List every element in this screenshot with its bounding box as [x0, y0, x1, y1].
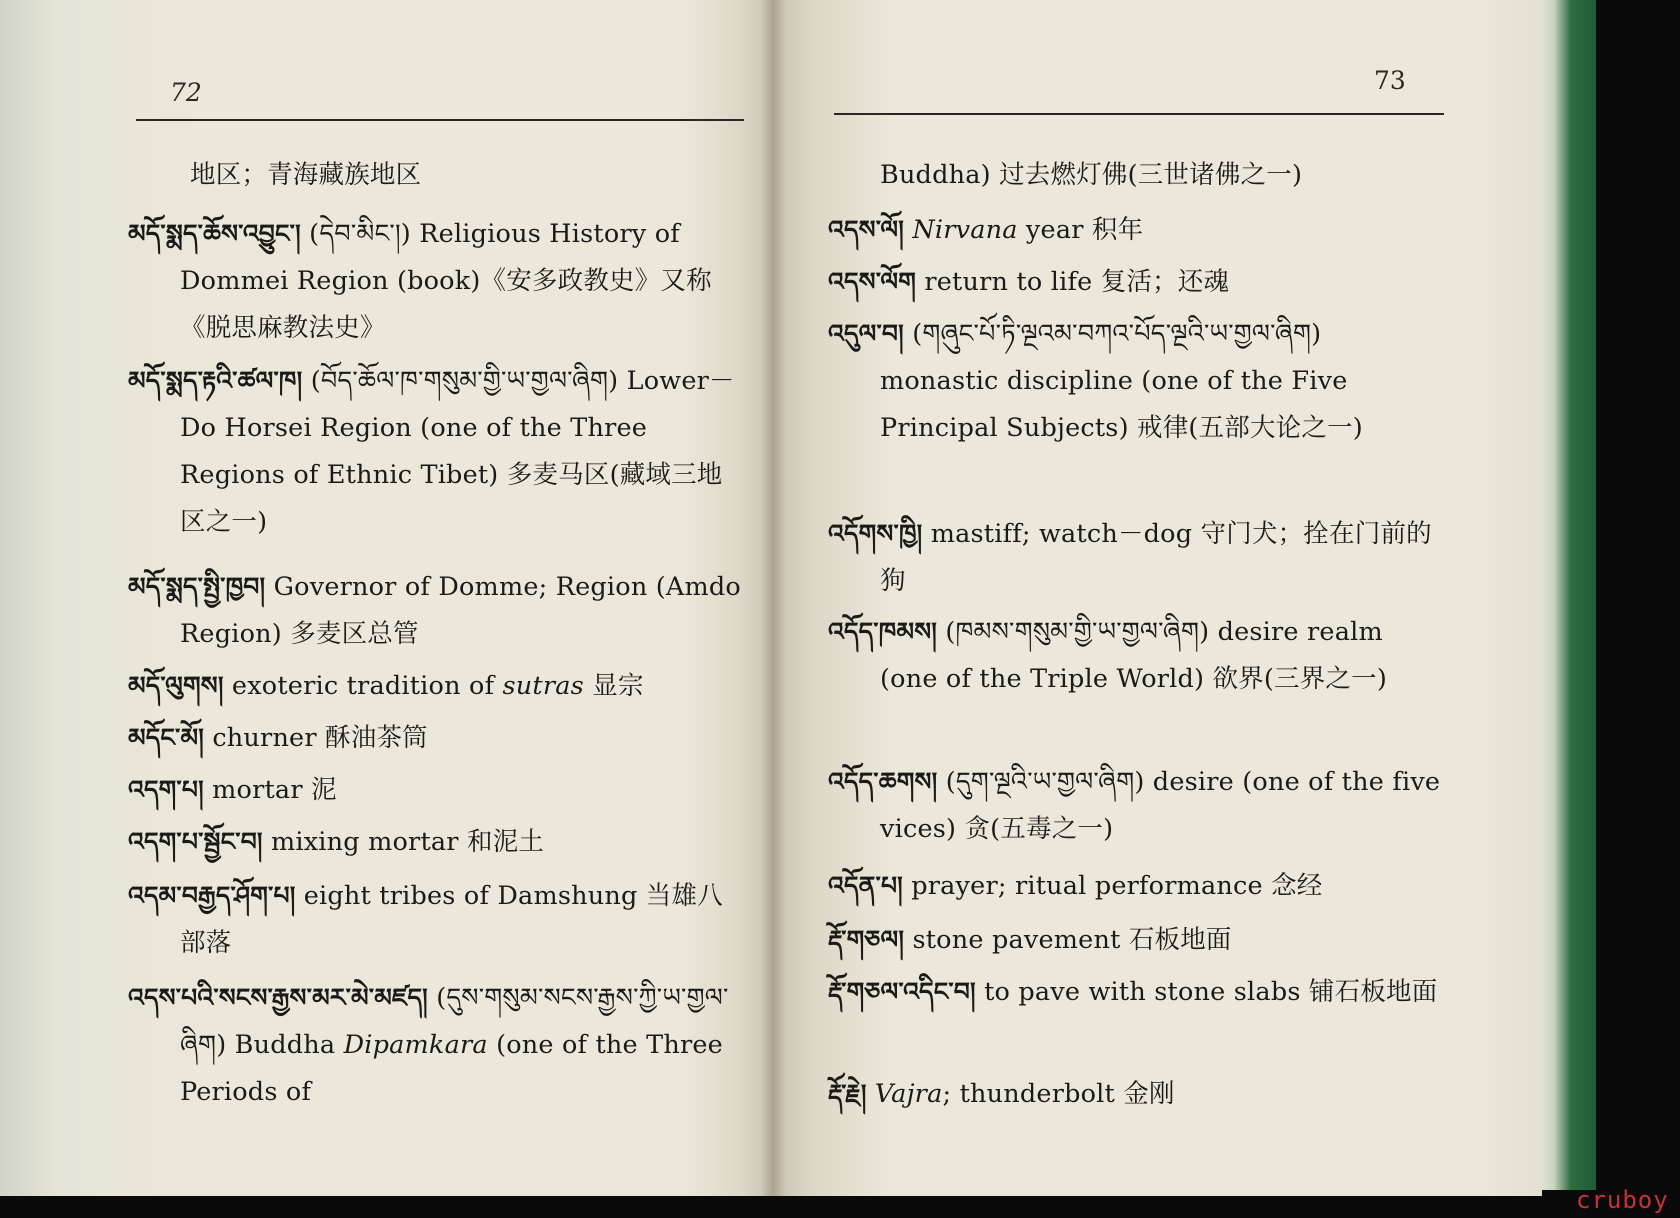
headword: རྡོ་གཅལ་འདིང་བ། — [828, 977, 976, 1006]
headword: འདོད་ཆགས། — [828, 767, 938, 796]
headword: འདག་པ་སྦྱོང་བ། — [128, 827, 263, 856]
page-number-right: 73 — [1374, 66, 1406, 95]
header-rule-right — [834, 113, 1444, 115]
dictionary-entry: མདོ་སྨད་ཆོས་འབྱུང་། (དེབ་མིང་།) Religious History of Dommei Region (book)《安多政教史》又称《脱思麻教法史》 — [128, 219, 712, 343]
entry-continuation: 地区；青海藏族地区 — [190, 160, 422, 190]
entry-continuation: Buddha) 过去燃灯佛(三世诸佛之一) — [880, 160, 1303, 190]
page-number-left: 72 — [170, 78, 202, 107]
headword: འདོགས་ཁྱི། — [828, 519, 923, 548]
dictionary-entry: རྡོ་རྗེ། Vajra; thunderbolt 金刚 — [828, 1079, 1175, 1109]
headword: འདས་ལོ། — [828, 215, 905, 244]
dictionary-entry: མདོ་ལུགས། exoteric tradition of sutras 显宗 — [128, 671, 644, 701]
dictionary-entry: འདམ་བརྒྱད་ཤོག་པ། eight tribes of Damshung 当雄八部落 — [128, 881, 723, 958]
dictionary-entry: མདོ་སྨད་སྤྱི་ཁྱབ། Governor of Domme; Region (Amdo Region) 多麦区总管 — [128, 572, 741, 649]
headword: མདོ་སྨད་སྤྱི་ཁྱབ། — [128, 572, 266, 601]
dictionary-entry: མདོང་མོ། churner 酥油茶筒 — [128, 723, 428, 753]
headword: འདས་ལོག — [828, 267, 917, 296]
dictionary-entry: མདོ་སྨད་རྟའི་ཚལ་ཁ། (བོད་ཆོལ་ཁ་གསུམ་གྱི་ཡ་གྱལ་ཞིག) Lower－Do Horsei Region (one of the Three Regions of Ethnic Tibet) 多麦马区(藏域三地区之一) — [128, 366, 735, 537]
dictionary-entry: འདས་ལོ། Nirvana year 积年 — [828, 215, 1144, 245]
dictionary-entry: འདས་པའི་སངས་རྒྱས་མར་མེ་མཛད། (དུས་གསུམ་སངས་རྒྱས་ཀྱི་ཡ་གྱལ་ཞིག) Buddha Dipamkara (one of the Three Periods of — [128, 983, 729, 1107]
book-gutter — [760, 0, 786, 1196]
dictionary-entry: འདོགས་ཁྱི། mastiff; watch－dog 守门犬；拴在门前的狗 — [828, 519, 1432, 596]
headword: མདོ་སྨད་རྟའི་ཚལ་ཁ། — [128, 366, 303, 395]
dictionary-entry: རྡོ་གཅལ་འདིང་བ། to pave with stone slabs 铺石板地面 — [828, 977, 1438, 1007]
right-page — [772, 0, 1542, 1196]
dictionary-entry: འདོད་ཆགས། (དུག་ལྔའི་ཡ་གྱལ་ཞིག) desire (one of the five vices) 贪(五毒之一) — [828, 767, 1441, 844]
header-rule-left — [136, 119, 744, 121]
dictionary-entry: འདག་པ་སྦྱོང་བ། mixing mortar 和泥土 — [128, 827, 545, 857]
headword: མདོ་སྨད་ཆོས་འབྱུང་། — [128, 219, 301, 248]
headword: འདོད་ཁམས། — [828, 617, 938, 646]
headword: འདས་པའི་སངས་རྒྱས་མར་མེ་མཛད། — [128, 983, 428, 1012]
headword: འདོན་པ། — [828, 871, 903, 900]
book-cover-edge — [1540, 0, 1596, 1190]
headword: རྡོ་རྗེ། — [828, 1079, 867, 1108]
dictionary-entry: འདག་པ། mortar 泥 — [128, 775, 337, 805]
watermark: cruboy — [1576, 1186, 1669, 1214]
headword: འདག་པ། — [128, 775, 204, 804]
scan-border — [0, 1196, 1680, 1218]
left-page — [0, 0, 772, 1196]
headword: འདུལ་བ། — [828, 319, 904, 348]
dictionary-entry: འདོན་པ། prayer; ritual performance 念经 — [828, 871, 1323, 901]
headword: མདོ་ལུགས། — [128, 671, 224, 700]
dictionary-entry: འདོད་ཁམས། (ཁམས་གསུམ་གྱི་ཡ་གྱལ་ཞིག) desire realm (one of the Triple World) 欲界(三界之一) — [828, 617, 1387, 694]
dictionary-entry: རྡོ་གཅལ། stone pavement 石板地面 — [828, 925, 1232, 955]
headword: རྡོ་གཅལ། — [828, 925, 905, 954]
headword: འདམ་བརྒྱད་ཤོག་པ། — [128, 881, 296, 910]
headword: མདོང་མོ། — [128, 723, 205, 752]
dictionary-entry: འདས་ལོག return to life 复活；还魂 — [828, 267, 1230, 297]
dictionary-entry: འདུལ་བ། (གཞུང་པོ་ཏི་ལྔའམ་བཀའ་པོད་ལྔའི་ཡ་གྱལ་ཞིག) monastic discipline (one of the Five Principal Subjects) 戒律(五部大论之一) — [828, 319, 1363, 443]
